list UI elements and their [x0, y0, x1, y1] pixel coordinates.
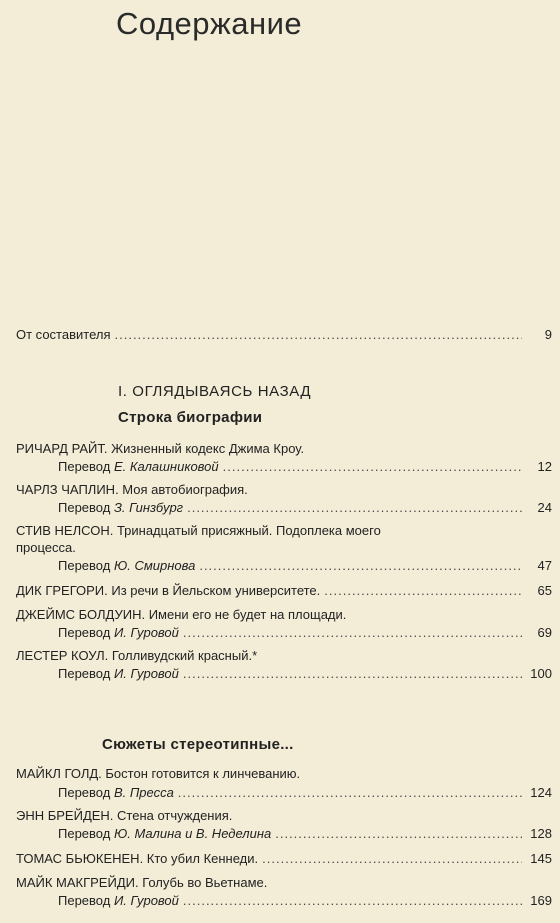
toc-entry[interactable]	[16, 851, 552, 867]
toc-entry-text: От составителя	[16, 327, 111, 342]
leader-dots	[324, 583, 522, 599]
toc-entry[interactable]	[16, 583, 552, 599]
translator-credit: Перевод Ю. Смирнова	[58, 558, 196, 573]
page-number: 124	[530, 785, 552, 800]
page-number: 100	[530, 666, 552, 681]
toc-entry-translation[interactable]	[58, 826, 552, 842]
toc-entry-title[interactable]: МАЙК МАКГРЕЙДИ. Голубь во Вьетнаме.	[16, 875, 268, 890]
toc-entry-title[interactable]: ЧАРЛЗ ЧАПЛИН. Моя автобиография.	[16, 482, 248, 497]
leader-dots	[183, 666, 522, 682]
toc-entry-title[interactable]: РИЧАРД РАЙТ. Жизненный кодекс Джима Кроу.	[16, 441, 305, 456]
leader-dots	[115, 327, 523, 343]
toc-entry-title[interactable]: СТИВ НЕЛСОН. Тринадцатый присяжный. Подоплека моего	[16, 523, 381, 538]
toc-entry-translation[interactable]	[58, 459, 552, 475]
subsection-heading: Сюжеты стереотипные...	[102, 736, 294, 753]
toc-entry-title[interactable]: МАЙКЛ ГОЛД. Бостон готовится к линчеванию.	[16, 766, 301, 781]
toc-entry-translation[interactable]	[58, 625, 552, 641]
toc-entry-title: ДИК ГРЕГОРИ. Из речи в Йельском университете.	[16, 583, 321, 598]
toc-entry-translation[interactable]	[58, 666, 552, 682]
translator-credit: Перевод В. Пресса	[58, 785, 174, 800]
toc-entry-title[interactable]: ЛЕСТЕР КОУЛ. Голливудский красный.*	[16, 648, 258, 663]
leader-dots	[199, 558, 522, 574]
page-number: 24	[537, 500, 552, 515]
toc-entry-title: ТОМАС БЬЮКЕНЕН. Кто убил Кеннеди.	[16, 851, 259, 866]
toc-entry-translation[interactable]	[58, 785, 552, 801]
translator-credit: Перевод И. Гуровой	[58, 893, 179, 908]
page-number: 9	[544, 327, 552, 342]
toc-entry-title[interactable]: ДЖЕЙМС БОЛДУИН. Имени его не будет на площади.	[16, 607, 347, 622]
translator-credit: Перевод З. Гинзбург	[58, 500, 184, 515]
leader-dots	[178, 785, 522, 801]
translator-credit: Перевод И. Гуровой	[58, 666, 179, 681]
leader-dots	[187, 500, 522, 516]
leader-dots	[183, 893, 522, 909]
translator-credit: Перевод И. Гуровой	[58, 625, 179, 640]
page-number: 47	[537, 558, 552, 573]
page-number: 12	[537, 459, 552, 474]
toc-entry-translation[interactable]	[58, 558, 552, 574]
toc-entry-intro[interactable]	[16, 327, 552, 343]
leader-dots	[275, 826, 522, 842]
page-number: 145	[530, 851, 552, 866]
page-number: 69	[537, 625, 552, 640]
subsection-heading: Строка биографии	[118, 409, 263, 426]
toc-entry-title[interactable]: ЭНН БРЕЙДЕН. Стена отчуждения.	[16, 808, 233, 823]
page-number: 128	[530, 826, 552, 841]
translator-credit: Перевод Ю. Малина и В. Неделина	[58, 826, 272, 841]
leader-dots	[223, 459, 522, 475]
leader-dots	[183, 625, 522, 641]
toc-entry-translation[interactable]	[58, 500, 552, 516]
page-title: Содержание	[116, 6, 303, 41]
toc-entry-translation[interactable]	[58, 893, 552, 909]
section-heading: I. ОГЛЯДЫВАЯСЬ НАЗАД	[118, 383, 312, 400]
translator-credit: Перевод Е. Калашниковой	[58, 459, 219, 474]
page-number: 169	[530, 893, 552, 908]
page-number: 65	[537, 583, 552, 598]
toc-entry-title-cont: процесса.	[16, 540, 76, 555]
leader-dots	[262, 851, 522, 867]
